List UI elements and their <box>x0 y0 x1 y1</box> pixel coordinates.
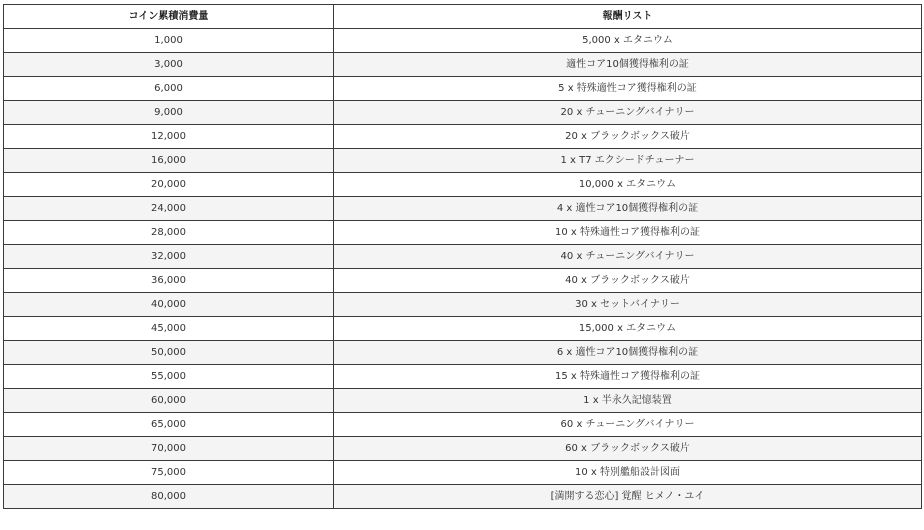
coin-amount-cell: 16,000 <box>4 149 334 173</box>
coin-amount-cell: 60,000 <box>4 389 334 413</box>
coin-amount-cell: 24,000 <box>4 197 334 221</box>
table-header <box>4 5 922 29</box>
reward-cell: 15 x 特殊適性コア獲得権利の証 <box>334 365 922 389</box>
reward-cell: 5 x 特殊適性コア獲得権利の証 <box>334 77 922 101</box>
table-row <box>4 53 922 77</box>
reward-cell: 60 x ブラックボックス破片 <box>334 437 922 461</box>
coin-amount-cell: 65,000 <box>4 413 334 437</box>
reward-cell: 10,000 x エタニウム <box>334 173 922 197</box>
coin-amount-cell: 28,000 <box>4 221 334 245</box>
coin-amount-cell: 36,000 <box>4 269 334 293</box>
coin-amount-cell: 32,000 <box>4 245 334 269</box>
table-header-row <box>4 5 922 29</box>
coin-reward-table <box>3 4 922 509</box>
table-row <box>4 293 922 317</box>
reward-cell: 60 x チューニングバイナリー <box>334 413 922 437</box>
table-row <box>4 413 922 437</box>
table-row <box>4 221 922 245</box>
reward-cell: 30 x セットバイナリー <box>334 293 922 317</box>
reward-cell: 20 x チューニングバイナリー <box>334 101 922 125</box>
reward-cell: 4 x 適性コア10個獲得権利の証 <box>334 197 922 221</box>
reward-cell: 1 x 半永久記憶装置 <box>334 389 922 413</box>
reward-cell: 10 x 特殊適性コア獲得権利の証 <box>334 221 922 245</box>
coin-amount-cell: 1,000 <box>4 29 334 53</box>
coin-amount-cell: 20,000 <box>4 173 334 197</box>
coin-amount-cell: 45,000 <box>4 317 334 341</box>
coin-amount-cell: 3,000 <box>4 53 334 77</box>
coin-amount-cell: 55,000 <box>4 365 334 389</box>
coin-amount-cell: 40,000 <box>4 293 334 317</box>
coin-amount-cell: 6,000 <box>4 77 334 101</box>
table-row <box>4 485 922 509</box>
table-row <box>4 389 922 413</box>
reward-cell: 5,000 x エタニウム <box>334 29 922 53</box>
coin-amount-cell: 50,000 <box>4 341 334 365</box>
reward-cell: 適性コア10個獲得権利の証 <box>334 53 922 77</box>
reward-cell: 15,000 x エタニウム <box>334 317 922 341</box>
reward-cell: 10 x 特別艦船設計図面 <box>334 461 922 485</box>
reward-cell: [満開する恋心] 覚醒 ヒメノ・ユイ <box>334 485 922 509</box>
table-body <box>4 29 922 509</box>
reward-cell: 40 x ブラックボックス破片 <box>334 269 922 293</box>
table-row <box>4 245 922 269</box>
coin-amount-cell: 70,000 <box>4 437 334 461</box>
coin-amount-cell: 9,000 <box>4 101 334 125</box>
coin-amount-cell: 80,000 <box>4 485 334 509</box>
table-row <box>4 29 922 53</box>
reward-cell: 40 x チューニングバイナリー <box>334 245 922 269</box>
reward-cell: 6 x 適性コア10個獲得権利の証 <box>334 341 922 365</box>
table-row <box>4 101 922 125</box>
table-row <box>4 341 922 365</box>
table-row <box>4 149 922 173</box>
column-header-reward-list: 報酬リスト <box>334 5 922 29</box>
table-row <box>4 173 922 197</box>
coin-amount-cell: 12,000 <box>4 125 334 149</box>
table-row <box>4 317 922 341</box>
coin-amount-cell: 75,000 <box>4 461 334 485</box>
table-row <box>4 461 922 485</box>
table-row <box>4 125 922 149</box>
table-row <box>4 197 922 221</box>
reward-cell: 1 x T7 エクシードチューナー <box>334 149 922 173</box>
column-header-coin-consumption: コイン累積消費量 <box>4 5 334 29</box>
table-row <box>4 437 922 461</box>
table-row <box>4 365 922 389</box>
table-row <box>4 269 922 293</box>
reward-cell: 20 x ブラックボックス破片 <box>334 125 922 149</box>
table-row <box>4 77 922 101</box>
